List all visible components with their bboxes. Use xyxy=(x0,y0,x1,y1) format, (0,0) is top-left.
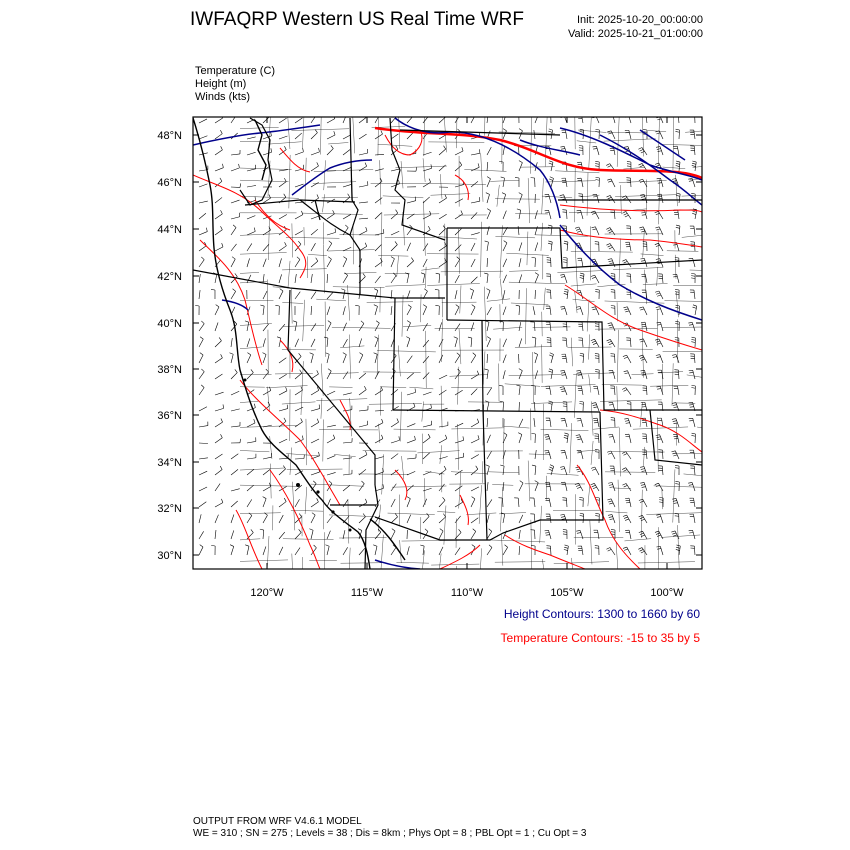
model-version: OUTPUT FROM WRF V4.6.1 MODEL xyxy=(193,816,362,827)
model-settings: WE = 310 ; SN = 275 ; Levels = 38 ; Dis = 8km ; Phys Opt = 8 ; PBL Opt = 1 ; Cu Opt = 3 xyxy=(193,828,587,839)
field-temperature: Temperature (C) xyxy=(195,65,276,77)
lat-label: 48°N xyxy=(157,130,182,142)
field-height: Height (m) xyxy=(195,78,247,90)
height-contours-label: Height Contours: 1300 to 1660 by 60 xyxy=(503,607,700,621)
wind-barb-flag xyxy=(503,113,506,115)
wind-barb-flag xyxy=(472,113,475,115)
valid-time: Valid: 2025-10-21_01:00:00 xyxy=(568,28,703,40)
lat-label: 44°N xyxy=(157,224,182,236)
lat-label: 36°N xyxy=(157,410,182,422)
lon-label: 115°W xyxy=(350,587,384,599)
map-title: IWFAQRP Western US Real Time WRF xyxy=(190,9,524,30)
lat-label: 42°N xyxy=(157,271,182,283)
wind-barb-flag xyxy=(592,115,596,116)
wind-barb-flag xyxy=(457,113,460,116)
lat-label: 40°N xyxy=(157,318,182,330)
lon-label: 110°W xyxy=(450,587,484,599)
field-winds: Winds (kts) xyxy=(195,91,250,103)
lat-label: 34°N xyxy=(157,457,182,469)
wind-barb-flag xyxy=(426,113,429,116)
wind-barb-flag xyxy=(624,114,628,115)
lon-label: 100°W xyxy=(650,587,684,599)
lon-label: 105°W xyxy=(550,587,584,599)
lat-label: 32°N xyxy=(157,503,182,515)
temperature-contours-label: Temperature Contours: -15 to 35 by 5 xyxy=(500,631,700,645)
wind-barb-flag xyxy=(560,115,564,116)
model-info xyxy=(193,816,586,840)
lon-labels xyxy=(250,587,684,599)
wind-barb-flag xyxy=(656,115,660,116)
lat-label: 30°N xyxy=(157,550,182,562)
lat-labels xyxy=(157,130,182,562)
init-time: Init: 2025-10-20_00:00:00 xyxy=(577,14,703,26)
lon-label: 120°W xyxy=(250,587,284,599)
lat-label: 46°N xyxy=(157,177,182,189)
lat-label: 38°N xyxy=(157,364,182,376)
wind-barb-flag xyxy=(484,113,488,114)
wind-barb-flag xyxy=(609,114,613,115)
